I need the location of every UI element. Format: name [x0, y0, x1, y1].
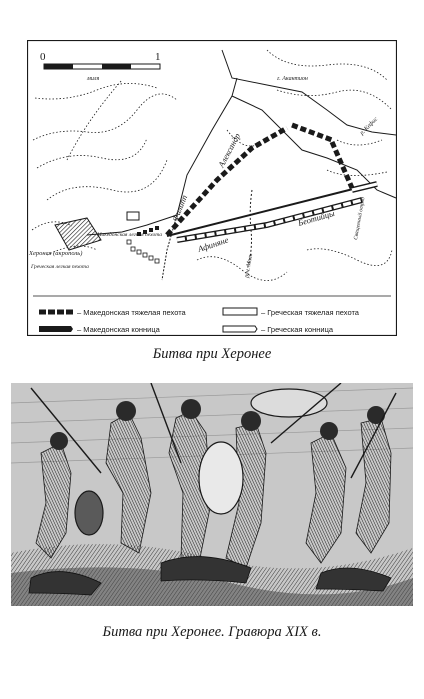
label-athenians: Афиняне: [196, 234, 230, 254]
camp-icon: [127, 212, 139, 220]
scale-zero: 0: [40, 51, 46, 63]
label-boeotians: Беотийцы: [296, 207, 336, 228]
legend-swatch-mac-cav: [39, 326, 73, 332]
engraving-illustration: [11, 383, 413, 606]
label-philip: Филипп: [169, 193, 190, 223]
label-anthemion: г. Акантион: [277, 76, 308, 82]
engraving-caption: Битва при Херонее. Гравюра XIX в.: [102, 624, 322, 640]
label-greek-light-infantry: Греческая легкая пехота: [31, 264, 89, 270]
label-sacred-band: Священный отряд: [353, 196, 367, 241]
scale-one: 1: [155, 51, 161, 63]
legend-mac-heavy: – Македонская тяжелая пехота: [77, 308, 186, 317]
legend-mac-cav: – Македонская конница: [77, 325, 160, 334]
label-kefisos: р. Кефис: [359, 116, 380, 137]
label-chaeronea: Херонея (акрополь): [29, 250, 83, 257]
battle-map: [27, 40, 397, 336]
map-caption: Битва при Херонее: [152, 346, 272, 362]
scale-unit: миля: [87, 76, 100, 82]
label-mollos: руч. Моль: [244, 253, 255, 279]
legend-swatch-greek-heavy: [223, 308, 257, 315]
legend-greek-heavy: – Греческая тяжелая пехота: [261, 308, 359, 317]
legend-swatch-greek-cav: [223, 326, 257, 332]
label-alexander: Александр: [215, 131, 243, 169]
legend-greek-cav: – Греческая конница: [261, 325, 334, 334]
label-mac-light-infantry: Македонская легкая пехота: [97, 232, 163, 238]
